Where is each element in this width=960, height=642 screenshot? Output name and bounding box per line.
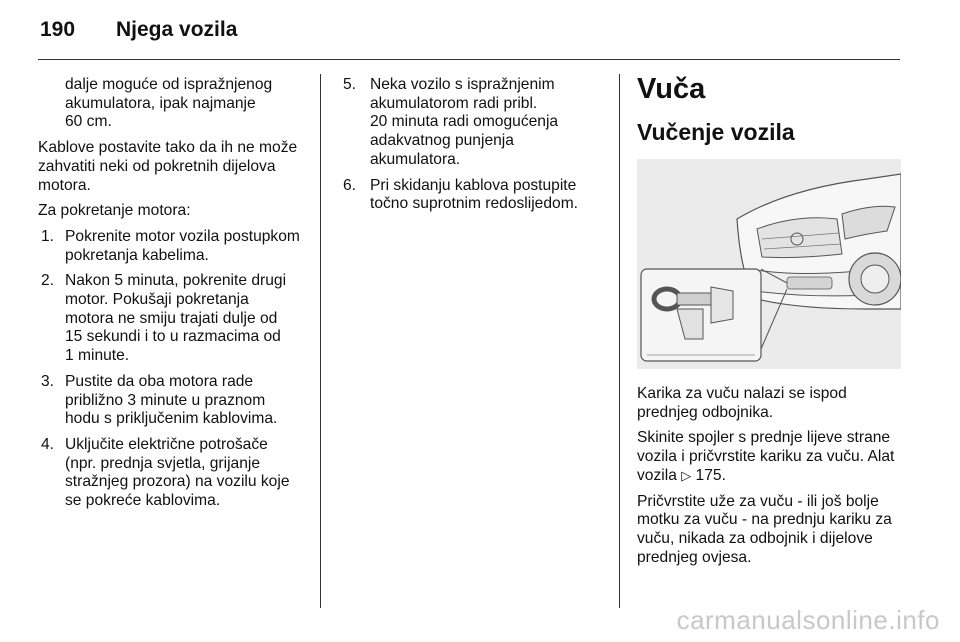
towing-eye-location-paragraph: Karika za vuču nalazi se ispod prednjeg odbojnika. bbox=[637, 385, 847, 421]
section-heading: Vučenje vozila bbox=[637, 119, 795, 145]
page-number: 190 bbox=[40, 18, 76, 41]
column-divider-1 bbox=[320, 74, 321, 608]
list-item: 2. Nakon 5 minuta, pokrenite drugi motor. Pokušaji pokretanja motora ne smiju trajati dulje od 15 sekundi i to u razmacima od 1 minute. bbox=[41, 272, 287, 365]
watermark: carmanualsonline.info bbox=[676, 605, 940, 635]
list-item: 5. Neka vozilo s ispražnjenim akumulatorom radi pribl. 20 minuta radi omogućenja adakvatnog punjenja akumulatora. bbox=[343, 76, 559, 168]
list-item: 6. Pri skidanju kablova postupite točno suprotnim redoslijedom. bbox=[343, 176, 579, 213]
column-divider-2 bbox=[619, 74, 620, 608]
car-front-drawing bbox=[637, 159, 901, 369]
chapter-heading: Vuča bbox=[637, 73, 706, 105]
list-item: 1. Pokrenite motor vozila postupkom pokretanja kabelima. bbox=[41, 227, 300, 264]
start-steps-list bbox=[38, 228, 310, 511]
towing-eye-illustration bbox=[637, 159, 901, 369]
start-engine-intro: Za pokretanje motora: bbox=[38, 202, 191, 220]
page-reference-icon: ▷ bbox=[681, 467, 692, 483]
page-reference-link[interactable]: 175. bbox=[695, 466, 726, 484]
list-item: 3. Pustite da oba motora rade približno 3 minute u praznom hodu s priključenim kablovima. bbox=[41, 372, 278, 428]
section-title: Njega vozila bbox=[116, 18, 238, 41]
tow-rope-paragraph: Pričvrstite uže za vuču - ili još bolje motku za vuču - na prednju kariku za vuču, nikada za odbojnik i dijelove prednjeg ovjesa. bbox=[637, 492, 892, 566]
header-rule bbox=[38, 59, 900, 60]
column-3 bbox=[637, 73, 905, 567]
spoiler-removal-paragraph: Skinite spojler s prednje lijeve strane vozila i pričvrstite kariku za vuču. Alat vozila ▷ 175. bbox=[637, 429, 895, 484]
towing-text bbox=[637, 385, 905, 567]
cable-placement-paragraph: Kablove postavite tako da ih ne može zahvatiti neki od pokretnih dijelova motora. bbox=[38, 139, 298, 194]
column-1 bbox=[38, 76, 310, 511]
column-2 bbox=[343, 76, 611, 214]
finish-steps-list bbox=[343, 76, 611, 214]
list-item: 4. Uključite električne potrošače (npr. prednja svjetla, grijanje stražnjeg prozora) na vozilu koje se pokreće kablovima. bbox=[41, 435, 290, 510]
continued-step-text: dalje moguće od ispražnjenog akumulatora, ipak najmanje 60 cm. bbox=[65, 76, 273, 131]
